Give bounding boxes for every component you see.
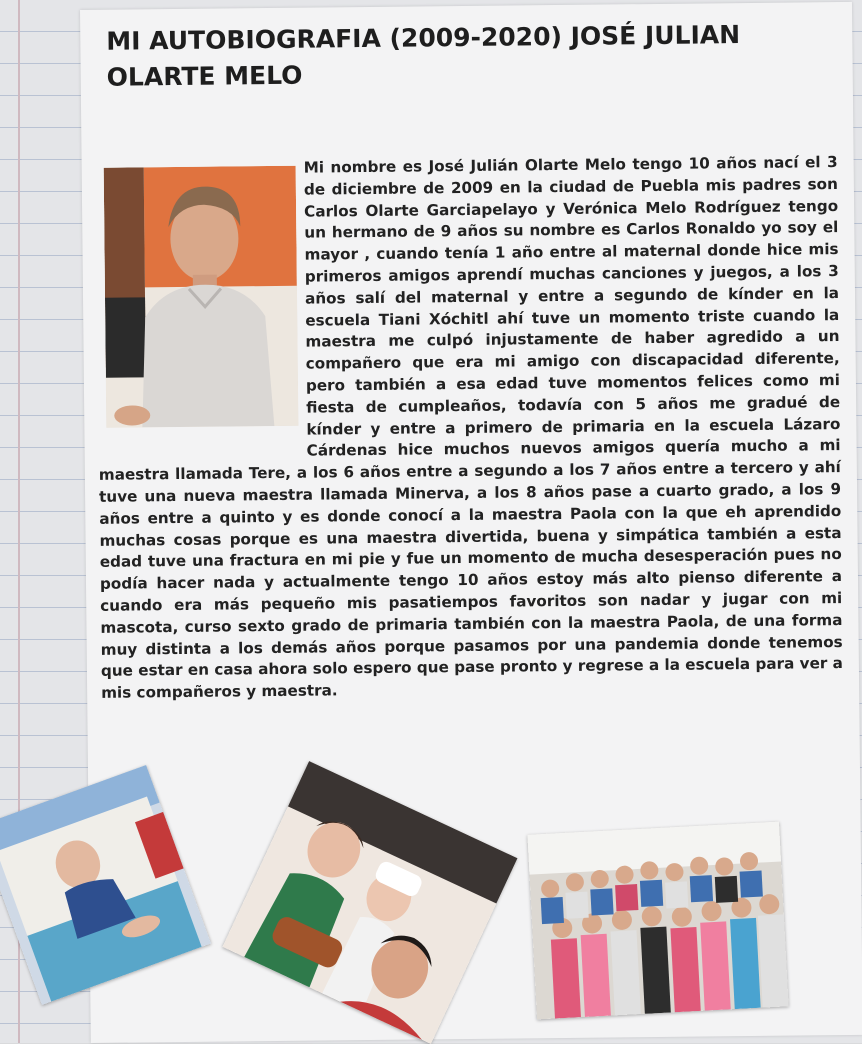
- portrait-space: [96, 158, 307, 444]
- autobiography-text: [96, 152, 844, 705]
- autobiography-body: Mi nombre es José Julián Olarte Melo tengo 10 años nací el 3 de diciembre de 2009 en la ciudad de Puebla mis padres son Carlos Olarte Garciapelayo y Verónica Melo Rodríguez tengo un hermano de 9 años su nombre es Carlos Ronaldo yo soy el mayor , cuando tenía 1 año entre al maternal donde hice mis primeros amigos aprendí muchas canciones y juegos, a los 3 años salí del maternal y entre a segundo de kínder en la escuela Tiani Xóchitl ahí tuve un momento triste cuando la maestra me culpó injustamente de haber agredido a un compañero que era mi amigo con discapacidad diferente, pero también a esa edad tuve momentos felices como mi fiesta de cumpleaños, todavía con 5 años me gradué de kínder y entre a primero de primaria en la escuela Lázaro Cárdenas hice muchos nuevos amigos quería mucho a mi maestra llamada Tere, a los 6 años entre a segundo a los 7 años entre a tercero y ahí tuve una nueva maestra llamada Minerva, a los 8 años pase a cuarto grado, a los 9 años entre a quinto y es donde conocí a la maestra Paola con la que eh aprendido muchas cosas porque es una maestra divertida, buena y simpática también a esta edad tuve una fractura en mi pie y fue un momento de mucha desesperación pues no podía hacer nada y actualmente tengo 10 años estoy más alto pienso diferente a cuando era más pequeño mis pasatiempos favoritos son nadar y jugar con mi mascota, curso sexto grado de primaria también con la maestra Paola, de una forma muy distinta a los demás años porque pasamos por una pandemia donde tenemos que estar en casa ahora solo espero que pase pronto y regrese a la escuela para ver a mis compañeros y maestra.: [98, 153, 843, 702]
- class-photo: [527, 822, 788, 1020]
- document-title: MI AUTOBIOGRAFIA (2009-2020) JOSÉ JULIAN OLARTE MELO: [106, 20, 741, 92]
